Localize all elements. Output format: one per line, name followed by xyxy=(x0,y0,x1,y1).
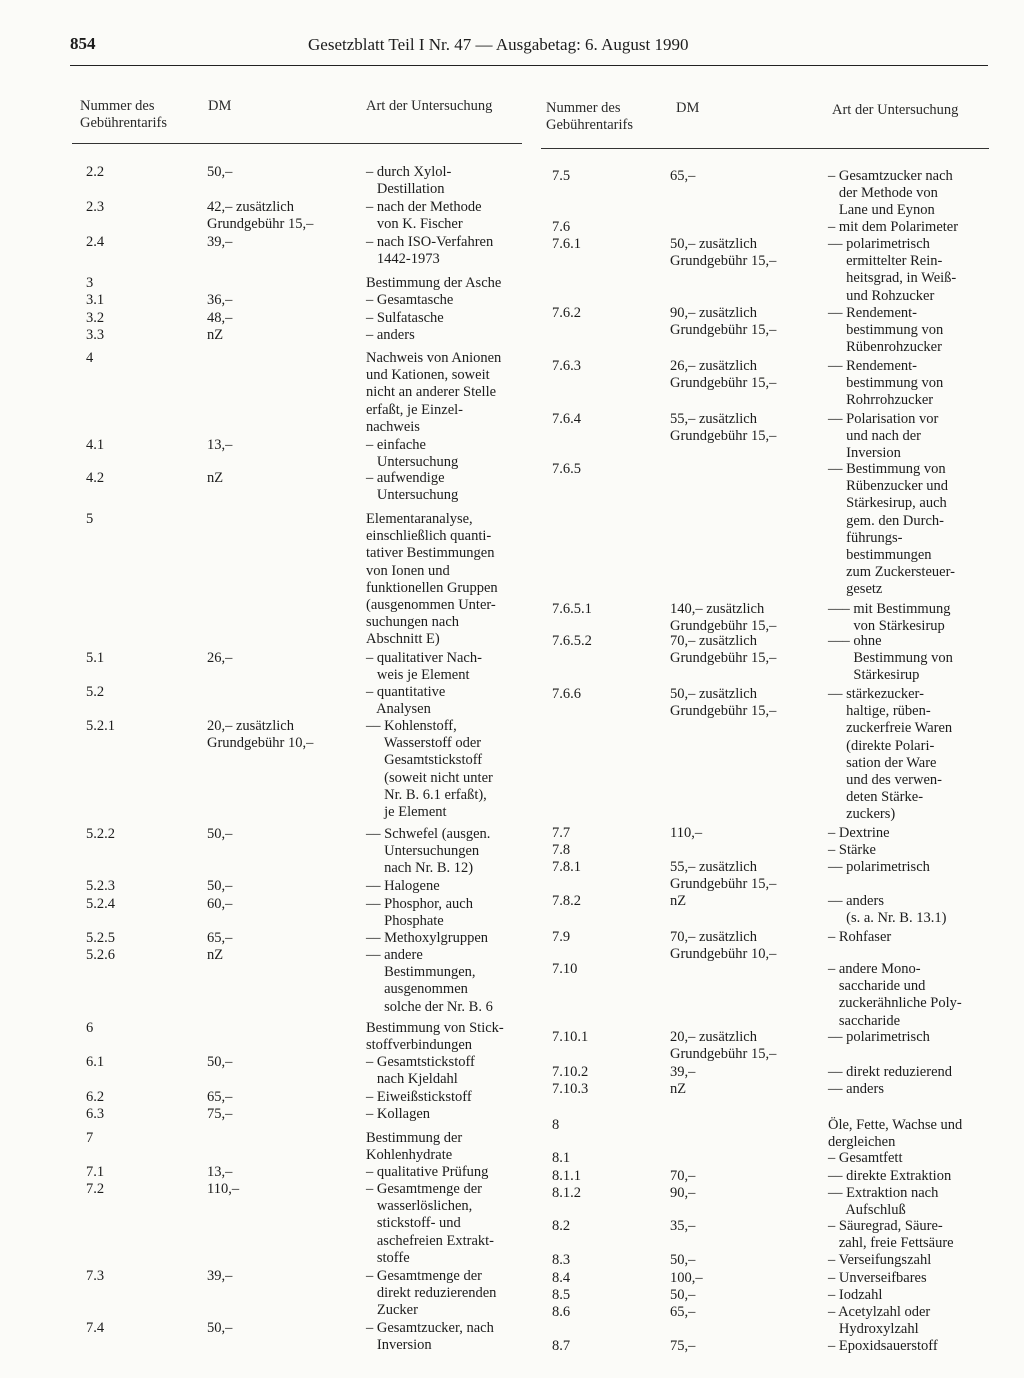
tariff-number: 4.1 xyxy=(86,437,105,453)
tariff-number: 7.4 xyxy=(86,1320,105,1336)
fee-amount: 110,– xyxy=(207,1181,240,1197)
tariff-number: 7.10 xyxy=(552,961,578,977)
examination-type: – Iodzahl xyxy=(828,1287,883,1303)
tariff-number: 8.1.1 xyxy=(552,1168,581,1184)
tariff-number: 8.4 xyxy=(552,1270,571,1286)
tariff-number: 8.5 xyxy=(552,1287,571,1303)
tariff-number: 7.6.5 xyxy=(552,461,581,477)
fee-amount: 50,– xyxy=(207,1320,233,1336)
fee-amount: 50,– xyxy=(207,878,233,894)
tariff-number: 4.2 xyxy=(86,470,105,486)
left-header-number: Nummer des Gebührentarifs xyxy=(80,98,167,131)
fee-amount: 60,– xyxy=(207,896,233,912)
tariff-number: 7.6.5.1 xyxy=(552,601,592,617)
tariff-number: 5.1 xyxy=(86,650,105,666)
tariff-number: 2.2 xyxy=(86,164,105,180)
examination-type: – Gesamtfett xyxy=(828,1150,903,1166)
examination-type: – Gesamtzucker nach der Methode von Lane und Eynon xyxy=(828,168,953,219)
examination-type: – quantitative Analysen xyxy=(366,684,446,718)
fee-amount: 65,– xyxy=(207,1089,233,1105)
examination-type: – aufwendige Untersuchung xyxy=(366,470,459,504)
fee-amount: nZ xyxy=(670,1081,687,1097)
examination-type: – einfache Untersuchung xyxy=(366,437,459,471)
examination-type: – Epoxidsauerstoff xyxy=(828,1338,938,1354)
fee-amount: 39,– xyxy=(207,234,233,250)
tariff-number: 8.7 xyxy=(552,1338,571,1354)
tariff-number: 7.6.1 xyxy=(552,236,581,252)
tariff-number: 8.3 xyxy=(552,1252,571,1268)
examination-type: – Verseifungszahl xyxy=(828,1252,932,1268)
tariff-number: 4 xyxy=(86,350,94,366)
tariff-number: 5.2 xyxy=(86,684,105,700)
fee-amount: 100,– xyxy=(670,1270,703,1286)
examination-type: Bestimmung der Asche xyxy=(366,275,502,291)
fee-amount: 70,– xyxy=(670,1168,696,1184)
examination-type: –– stärkezucker- haltige, rüben- zuckerfreie Waren (direkte Polari- sation der Ware und des verwen- deten Stärke- zuckers) xyxy=(828,686,953,823)
examination-type: –– Extraktion nach Aufschluß xyxy=(828,1185,939,1219)
tariff-number: 3.1 xyxy=(86,292,105,308)
examination-type: –– Bestimmung von Rübenzucker und Stärkesirup, auch gem. den Durch- führungs- bestimmungen zum Zuckersteuer- gesetz xyxy=(828,461,955,598)
tariff-number: 3.3 xyxy=(86,327,105,343)
examination-type: Bestimmung von Stick- stoffverbindungen xyxy=(366,1020,504,1054)
tariff-number: 2.3 xyxy=(86,199,105,215)
fee-amount: nZ xyxy=(207,947,224,963)
tariff-number: 7.7 xyxy=(552,825,571,841)
tariff-number: 7.9 xyxy=(552,929,571,945)
fee-amount: 20,– zusätzlich Grundgebühr 15,– xyxy=(670,1029,777,1063)
examination-type: – mit dem Polarimeter xyxy=(828,219,959,235)
examination-type: –– Methoxylgruppen xyxy=(366,930,489,946)
fee-amount: 50,– xyxy=(207,164,233,180)
examination-type: –– Halogene xyxy=(366,878,440,894)
examination-type: –– Kohlenstoff, Wasserstoff oder Gesamtstickstoff (soweit nicht unter Nr. B. 6.1 erfaßt), je Element xyxy=(366,718,493,821)
tariff-number: 7.10.2 xyxy=(552,1064,589,1080)
tariff-number: 5.2.5 xyxy=(86,930,115,946)
tariff-number: 7.5 xyxy=(552,168,571,184)
tariff-number: 7.10.1 xyxy=(552,1029,589,1045)
examination-type: – Stärke xyxy=(828,842,876,858)
examination-type: – andere Mono- saccharide und zuckerähnliche Poly- saccharide xyxy=(828,961,962,1029)
tariff-number: 7.6.4 xyxy=(552,411,581,427)
tariff-number: 5.2.2 xyxy=(86,826,115,842)
fee-amount: 75,– xyxy=(207,1106,233,1122)
examination-type: Nachweis von Anionen und Kationen, soweit nicht an anderer Stelle erfaßt, je Einzel- nachweis xyxy=(366,350,502,435)
examination-type: –– Rendement- bestimmung von Rübenrohzucker xyxy=(828,305,944,356)
fee-amount: 110,– xyxy=(670,825,703,841)
tariff-number: 8.2 xyxy=(552,1218,571,1234)
gazette-title: Gesetzblatt Teil I Nr. 47 — Ausgabetag: 6. August 1990 xyxy=(308,35,689,54)
tariff-number: 3 xyxy=(86,275,94,291)
examination-type: – Gesamtasche xyxy=(366,292,454,308)
left-header-dm: DM xyxy=(208,98,232,114)
tariff-number: 5.2.6 xyxy=(86,947,115,963)
right-header-dm: DM xyxy=(676,100,700,116)
tariff-number: 8.1.2 xyxy=(552,1185,581,1201)
tariff-number: 5 xyxy=(86,511,94,527)
tariff-number: 7.10.3 xyxy=(552,1081,589,1097)
examination-type: – Acetylzahl oder Hydroxylzahl xyxy=(828,1304,931,1338)
tariff-number: 6 xyxy=(86,1020,94,1036)
examination-type: – anders xyxy=(366,327,415,343)
fee-amount: 13,– xyxy=(207,1164,233,1180)
examination-type: Elementaranalyse, einschließlich quanti- tativer Bestimmungen von Ionen und funktionellen Gruppen (ausgenommen Unter- suchungen nach Abschnitt E) xyxy=(366,511,498,648)
tariff-number: 7.6.6 xyxy=(552,686,581,702)
right-header-art: Art der Untersuchung xyxy=(832,102,959,118)
examination-type: – Säuregrad, Säure- zahl, freie Fettsäure xyxy=(828,1218,954,1252)
examination-type: –– Polarisation vor und nach der Inversion xyxy=(828,411,939,462)
fee-amount: 65,– xyxy=(670,1304,696,1320)
fee-amount: 26,– xyxy=(207,650,233,666)
left-header-rule xyxy=(72,143,522,144)
page-header xyxy=(0,0,1024,70)
examination-type: – Kollagen xyxy=(366,1106,431,1122)
fee-amount: 39,– xyxy=(207,1268,233,1284)
tariff-number: 5.2.3 xyxy=(86,878,115,894)
examination-type: – Gesamtstickstoff nach Kjeldahl xyxy=(366,1054,475,1088)
fee-amount: 70,– zusätzlich Grundgebühr 10,– xyxy=(670,929,777,963)
tariff-number: 5.2.1 xyxy=(86,718,115,734)
fee-amount: 50,– xyxy=(670,1252,696,1268)
tariff-number: 8 xyxy=(552,1117,560,1133)
tariff-number: 6.2 xyxy=(86,1089,105,1105)
page-number: 854 xyxy=(70,34,96,53)
fee-amount: 50,– zusätzlich Grundgebühr 15,– xyxy=(670,236,777,270)
examination-type: ––– mit Bestimmung von Stärkesirup xyxy=(828,601,951,635)
left-header-art: Art der Untersuchung xyxy=(366,98,493,114)
examination-type: ––– ohne Bestimmung von Stärkesirup xyxy=(828,633,953,684)
fee-amount: 70,– zusätzlich Grundgebühr 15,– xyxy=(670,633,777,667)
examination-type: – qualitativer Nach- weis je Element xyxy=(366,650,482,684)
fee-amount: 35,– xyxy=(670,1218,696,1234)
examination-type: – Eiweißstickstoff xyxy=(366,1089,472,1105)
tariff-number: 7.8.2 xyxy=(552,893,581,909)
fee-amount: nZ xyxy=(670,893,687,909)
fee-amount: 26,– zusätzlich Grundgebühr 15,– xyxy=(670,358,777,392)
fee-amount: 50,– xyxy=(207,826,233,842)
examination-type: Bestimmung der Kohlenhydrate xyxy=(366,1130,463,1164)
fee-amount: 50,– xyxy=(670,1287,696,1303)
examination-type: –– Phosphor, auch Phosphate xyxy=(366,896,473,930)
tariff-number: 7.3 xyxy=(86,1268,105,1284)
fee-amount: 50,– xyxy=(207,1054,233,1070)
tariff-number: 7.6.2 xyxy=(552,305,581,321)
fee-amount: 50,– zusätzlich Grundgebühr 15,– xyxy=(670,686,777,720)
fee-amount: nZ xyxy=(207,327,224,343)
fee-amount: 42,– zusätzlich Grundgebühr 15,– xyxy=(207,199,314,233)
examination-type: – Dextrine xyxy=(828,825,890,841)
examination-type: –– direkte Extraktion xyxy=(828,1168,952,1184)
examination-type: – Sulfatasche xyxy=(366,310,444,326)
tariff-number: 6.3 xyxy=(86,1106,105,1122)
examination-type: – Gesamtzucker, nach Inversion xyxy=(366,1320,494,1354)
examination-type: – durch Xylol- Destillation xyxy=(366,164,452,198)
examination-type: – nach der Methode von K. Fischer xyxy=(366,199,482,233)
tariff-number: 7.1 xyxy=(86,1164,105,1180)
right-header-rule xyxy=(541,148,989,149)
tariff-number: 7.8 xyxy=(552,842,571,858)
tariff-number: 8.1 xyxy=(552,1150,571,1166)
tariff-number: 7 xyxy=(86,1130,94,1146)
examination-type: –– anders (s. a. Nr. B. 13.1) xyxy=(828,893,947,927)
examination-type: –– Rendement- bestimmung von Rohrrohzucker xyxy=(828,358,944,409)
fee-amount: 13,– xyxy=(207,437,233,453)
examination-type: Öle, Fette, Wachse und dergleichen xyxy=(828,1117,963,1151)
tariff-number: 7.6.5.2 xyxy=(552,633,592,649)
right-header-number: Nummer des Gebührentarifs xyxy=(546,100,633,133)
header-rule xyxy=(70,65,988,66)
tariff-number: 8.6 xyxy=(552,1304,571,1320)
examination-type: –– polarimetrisch ermittelter Rein- heitsgrad, in Weiß- und Rohzucker xyxy=(828,236,957,304)
fee-amount: 48,– xyxy=(207,310,233,326)
tariff-number: 6.1 xyxy=(86,1054,105,1070)
fee-amount: 36,– xyxy=(207,292,233,308)
fee-amount: 55,– zusätzlich Grundgebühr 15,– xyxy=(670,411,777,445)
fee-amount: 20,– zusätzlich Grundgebühr 10,– xyxy=(207,718,314,752)
examination-type: – Unverseifbares xyxy=(828,1270,927,1286)
fee-amount: 75,– xyxy=(670,1338,696,1354)
fee-amount: 140,– zusätzlich Grundgebühr 15,– xyxy=(670,601,777,635)
tariff-number: 7.6.3 xyxy=(552,358,581,374)
tariff-number: 2.4 xyxy=(86,234,105,250)
fee-amount: 55,– zusätzlich Grundgebühr 15,– xyxy=(670,859,777,893)
examination-type: – Gesamtmenge der direkt reduzierenden Zucker xyxy=(366,1268,497,1319)
fee-amount: nZ xyxy=(207,470,224,486)
tariff-number: 5.2.4 xyxy=(86,896,115,912)
tariff-number: 3.2 xyxy=(86,310,105,326)
examination-type: – nach ISO-Verfahren 1442-1973 xyxy=(366,234,494,268)
examination-type: – qualitative Prüfung xyxy=(366,1164,489,1180)
examination-type: –– Schwefel (ausgen. Untersuchungen nach Nr. B. 12) xyxy=(366,826,491,877)
examination-type: – Rohfaser xyxy=(828,929,892,945)
fee-amount: 65,– xyxy=(207,930,233,946)
fee-amount: 39,– xyxy=(670,1064,696,1080)
fee-amount: 65,– xyxy=(670,168,696,184)
tariff-number: 7.2 xyxy=(86,1181,105,1197)
examination-type: –– polarimetrisch xyxy=(828,1029,930,1045)
examination-type: –– direkt reduzierend xyxy=(828,1064,953,1080)
examination-type: –– polarimetrisch xyxy=(828,859,930,875)
fee-amount: 90,– zusätzlich Grundgebühr 15,– xyxy=(670,305,777,339)
examination-type: –– andere Bestimmungen, ausgenommen solche der Nr. B. 6 xyxy=(366,947,493,1015)
fee-amount: 90,– xyxy=(670,1185,696,1201)
examination-type: –– anders xyxy=(828,1081,884,1097)
tariff-number: 7.8.1 xyxy=(552,859,581,875)
tariff-number: 7.6 xyxy=(552,219,571,235)
examination-type: – Gesamtmenge der wasserlöslichen, stickstoff- und aschefreien Extrakt- stoffe xyxy=(366,1181,495,1266)
